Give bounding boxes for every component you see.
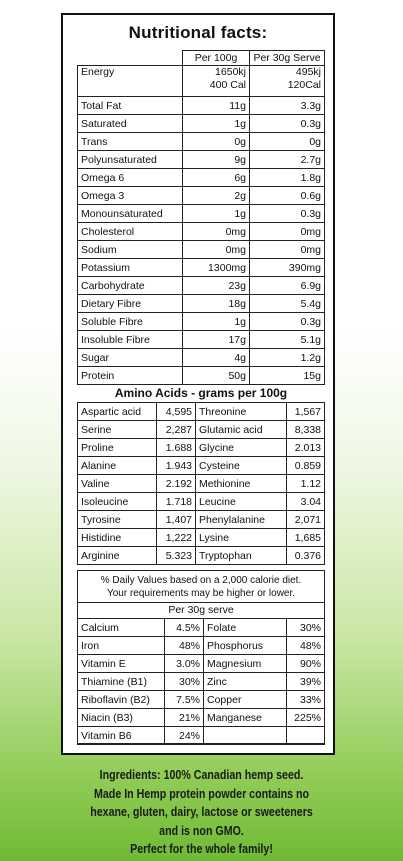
- nutrient-per-serve: 5.4g: [250, 295, 325, 313]
- nutrition-row: [78, 97, 325, 115]
- nutrition-row: [78, 115, 325, 133]
- panel-title: Nutritional facts:: [128, 23, 268, 42]
- nutrient-per-100g: 0mg: [183, 223, 250, 241]
- daily-value-row: [78, 655, 325, 673]
- nutrient-per-100g: 9g: [183, 151, 250, 169]
- nutrient-name: Calcium: [78, 619, 165, 637]
- nutrient-per-serve: 1.2g: [250, 349, 325, 367]
- amino-name: Proline: [78, 439, 157, 457]
- daily-value-row: [78, 619, 325, 637]
- amino-name: Lysine: [196, 529, 287, 547]
- daily-value-row: [78, 637, 325, 655]
- nutrient-label: Cholesterol: [78, 223, 183, 241]
- amino-value: 2,071: [287, 511, 325, 529]
- nutrient-per-serve: 0.3g: [250, 115, 325, 133]
- ingredients-line: Ingredients: 100% Canadian hemp seed.: [99, 767, 304, 782]
- nutrient-label: Dietary Fibre: [78, 295, 183, 313]
- daily-values-note: % Daily Values based on a 2,000 calorie diet. Your requirements may be higher or lower.: [100, 575, 302, 599]
- amino-row: [78, 475, 325, 493]
- nutrient-name: Zinc: [204, 673, 287, 691]
- amino-value: 1,567: [287, 403, 325, 421]
- amino-name: Tryptophan: [196, 547, 287, 565]
- nutrient-name: Phosphorus: [204, 637, 287, 655]
- nutrition-header-row: [78, 51, 325, 66]
- nutrient-per-serve: 15g: [250, 367, 325, 385]
- nutrient-name: Folate: [204, 619, 287, 637]
- amino-value: 1,222: [157, 529, 196, 547]
- nutrient-label: Monounsaturated: [78, 205, 183, 223]
- energy-per-100g: 1650kj 400 Cal: [183, 66, 250, 97]
- nutrient-per-serve: 3.3g: [250, 97, 325, 115]
- nutrition-row: [78, 349, 325, 367]
- nutrition-row: [78, 259, 325, 277]
- nutrient-per-serve: 0.3g: [250, 313, 325, 331]
- daily-value-percent: 225%: [287, 709, 325, 727]
- daily-value-percent: 90%: [287, 655, 325, 673]
- amino-value: 1,407: [157, 511, 196, 529]
- amino-row: [78, 493, 325, 511]
- daily-value-percent: 33%: [287, 691, 325, 709]
- nutrient-per-100g: 50g: [183, 367, 250, 385]
- amino-name: Leucine: [196, 493, 287, 511]
- ingredients-line: Perfect for the whole family!: [130, 841, 273, 856]
- amino-name: Valine: [78, 475, 157, 493]
- energy-per-serve: 495kj 120Cal: [250, 66, 325, 97]
- amino-value: 3.04: [287, 493, 325, 511]
- nutrition-row: [78, 277, 325, 295]
- nutrient-name: Iron: [78, 637, 165, 655]
- nutrient-name: Niacin (B3): [78, 709, 165, 727]
- amino-value: 1.943: [157, 457, 196, 475]
- energy-row: [78, 66, 325, 97]
- nutrition-row: [78, 331, 325, 349]
- nutrient-label: Protein: [78, 367, 183, 385]
- nutrition-row: [78, 367, 325, 385]
- ingredients-line: and is non GMO.: [159, 822, 244, 838]
- header-per-100g: Per 100g: [183, 51, 250, 66]
- amino-row: [78, 511, 325, 529]
- daily-value-percent: 30%: [287, 619, 325, 637]
- nutrient-label: Saturated: [78, 115, 183, 133]
- nutrient-label: Insoluble Fibre: [78, 331, 183, 349]
- amino-value: 4,595: [157, 403, 196, 421]
- nutrient-per-serve: 390mg: [250, 259, 325, 277]
- nutrient-label: Sodium: [78, 241, 183, 259]
- nutrient-label: Omega 6: [78, 169, 183, 187]
- daily-value-percent: 21%: [165, 709, 204, 727]
- nutrient-per-100g: 0mg: [183, 241, 250, 259]
- daily-value-percent: [287, 727, 325, 745]
- amino-name: Glutamic acid: [196, 421, 287, 439]
- nutrient-name: Copper: [204, 691, 287, 709]
- daily-value-row: [78, 691, 325, 709]
- nutrient-name: Riboflavin (B2): [78, 691, 165, 709]
- daily-values-serve: Per 30g serve: [78, 602, 324, 616]
- amino-name: Cysteine: [196, 457, 287, 475]
- amino-value: 2.192: [157, 475, 196, 493]
- amino-value: 1.688: [157, 439, 196, 457]
- daily-value-percent: 39%: [287, 673, 325, 691]
- header-per-serve: Per 30g Serve: [250, 51, 325, 66]
- nutrient-per-serve: 0g: [250, 133, 325, 151]
- amino-name: Phenylalanine: [196, 511, 287, 529]
- nutrient-per-100g: 0g: [183, 133, 250, 151]
- nutrient-per-100g: 1g: [183, 313, 250, 331]
- amino-row: [78, 529, 325, 547]
- nutrient-per-100g: 18g: [183, 295, 250, 313]
- nutrient-per-serve: 1.8g: [250, 169, 325, 187]
- amino-name: Methionine: [196, 475, 287, 493]
- amino-name: Alanine: [78, 457, 157, 475]
- nutrient-name: Magnesium: [204, 655, 287, 673]
- amino-acids-title: Amino Acids - grams per 100g: [114, 386, 288, 400]
- amino-value: 2.013: [287, 439, 325, 457]
- nutrient-per-100g: 6g: [183, 169, 250, 187]
- amino-acids-table: [77, 402, 325, 565]
- nutrient-name: Thiamine (B1): [78, 673, 165, 691]
- daily-value-percent: 4.5%: [165, 619, 204, 637]
- amino-name: Serine: [78, 421, 157, 439]
- amino-name: Histidine: [78, 529, 157, 547]
- nutrient-per-100g: 1g: [183, 205, 250, 223]
- daily-value-row: [78, 727, 325, 745]
- nutrition-row: [78, 295, 325, 313]
- amino-value: 1.12: [287, 475, 325, 493]
- nutrient-per-serve: 0.3g: [250, 205, 325, 223]
- amino-row: [78, 403, 325, 421]
- daily-value-row: [78, 709, 325, 727]
- daily-value-percent: 48%: [287, 637, 325, 655]
- nutrient-per-serve: 6.9g: [250, 277, 325, 295]
- amino-row: [78, 439, 325, 457]
- nutrient-label: Carbohydrate: [78, 277, 183, 295]
- amino-name: Arginine: [78, 547, 157, 565]
- nutrient-per-100g: 4g: [183, 349, 250, 367]
- nutrient-name: Vitamin E: [78, 655, 165, 673]
- nutrition-row: [78, 205, 325, 223]
- nutrient-name: Vitamin B6: [78, 727, 165, 745]
- nutrition-panel: [61, 13, 335, 755]
- nutrition-row: [78, 187, 325, 205]
- amino-value: 8,338: [287, 421, 325, 439]
- daily-value-row: [78, 673, 325, 691]
- nutrient-per-100g: 2g: [183, 187, 250, 205]
- nutrition-row: [78, 223, 325, 241]
- nutrient-label: Potassium: [78, 259, 183, 277]
- nutrient-per-100g: 23g: [183, 277, 250, 295]
- amino-value: 1,685: [287, 529, 325, 547]
- nutrient-label: Polyunsaturated: [78, 151, 183, 169]
- ingredients-line: hexane, gluten, dairy, lactose or sweeteners: [90, 804, 313, 819]
- nutrient-per-serve: 2.7g: [250, 151, 325, 169]
- amino-value: 0.859: [287, 457, 325, 475]
- amino-name: Aspartic acid: [78, 403, 157, 421]
- daily-value-percent: 48%: [165, 637, 204, 655]
- daily-value-percent: 3.0%: [165, 655, 204, 673]
- nutrition-row: [78, 133, 325, 151]
- nutrient-label: Total Fat: [78, 97, 183, 115]
- ingredients-line: Made In Hemp protein powder contains no: [94, 785, 309, 801]
- daily-values-table: [77, 618, 325, 745]
- nutrient-per-serve: 5.1g: [250, 331, 325, 349]
- energy-label: Energy: [78, 66, 183, 97]
- daily-value-percent: 24%: [165, 727, 204, 745]
- nutrition-row: [78, 313, 325, 331]
- header-empty-cell: [78, 51, 183, 66]
- amino-name: Threonine: [196, 403, 287, 421]
- daily-value-percent: 7.5%: [165, 691, 204, 709]
- nutrient-per-100g: 1g: [183, 115, 250, 133]
- amino-name: Isoleucine: [78, 493, 157, 511]
- nutrition-row: [78, 169, 325, 187]
- nutrition-table: [77, 50, 325, 385]
- nutrient-label: Omega 3: [78, 187, 183, 205]
- amino-name: Tyrosine: [78, 511, 157, 529]
- nutrient-per-serve: 0mg: [250, 241, 325, 259]
- nutrient-label: Trans: [78, 133, 183, 151]
- amino-value: 0.376: [287, 547, 325, 565]
- nutrient-label: Soluble Fibre: [78, 313, 183, 331]
- nutrition-row: [78, 151, 325, 169]
- nutrition-row: [78, 241, 325, 259]
- amino-value: 5.323: [157, 547, 196, 565]
- nutrient-name: Manganese: [204, 709, 287, 727]
- amino-value: 1.718: [157, 493, 196, 511]
- nutrient-per-serve: 0.6g: [250, 187, 325, 205]
- nutrient-per-100g: 1300mg: [183, 259, 250, 277]
- nutrient-name: [204, 727, 287, 745]
- nutrient-per-serve: 0mg: [250, 223, 325, 241]
- nutrient-per-100g: 11g: [183, 97, 250, 115]
- nutrient-per-100g: 17g: [183, 331, 250, 349]
- amino-row: [78, 457, 325, 475]
- amino-name: Glycine: [196, 439, 287, 457]
- daily-value-percent: 30%: [165, 673, 204, 691]
- nutrient-label: Sugar: [78, 349, 183, 367]
- amino-row: [78, 547, 325, 565]
- amino-row: [78, 421, 325, 439]
- ingredients-text: [36, 766, 366, 859]
- amino-value: 2,287: [157, 421, 196, 439]
